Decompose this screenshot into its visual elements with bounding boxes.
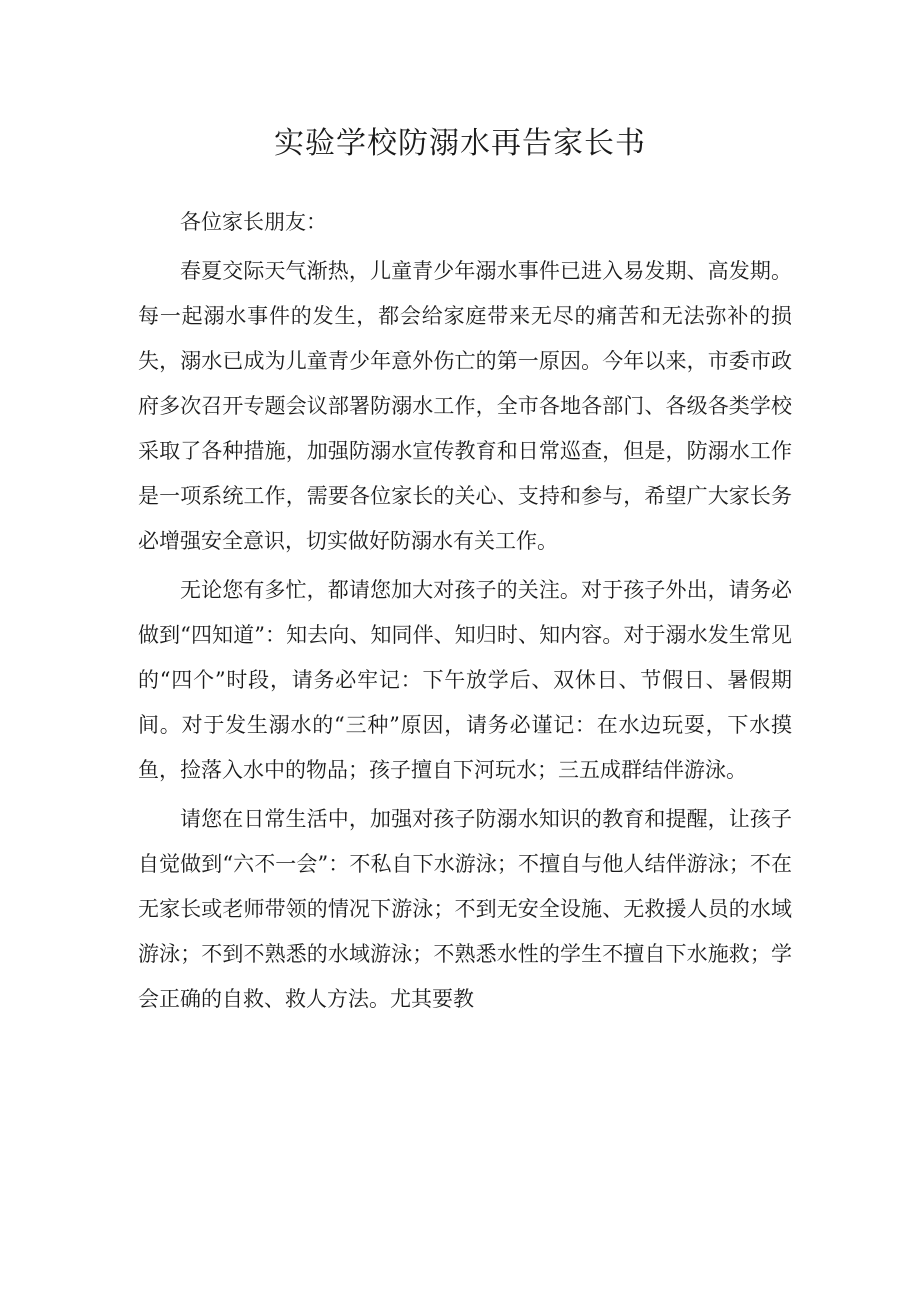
paragraph-2: 无论您有多忙，都请您加大对孩子的关注。对于孩子外出，请务必做到“四知道”：知去向、知同伴、知归时、知内容。对于溺水发生常见的“四个”时段，请务必牢记：下午放学后、双休日、节假日、暑假期间。对于发生溺水的“三种”原因，请务必谨记：在水边玩耍，下水摸鱼，捡落入水中的物品；孩子擅自下河玩水；三五成群结伴游泳。 (138, 578, 792, 782)
greeting-line: 各位家长朋友： (180, 210, 327, 234)
document-body (138, 200, 792, 1026)
paragraph-1: 春夏交际天气渐热，儿童青少年溺水事件已进入易发期、高发期。每一起溺水事件的发生，都会给家庭带来无尽的痛苦和无法弥补的损失，溺水已成为儿童青少年意外伤亡的第一原因。今年以来，市委市政府多次召开专题会议部署防溺水工作，全市各地各部门、各级各类学校采取了各种措施，加强防溺水宣传教育和日常巡查，但是，防溺水工作是一项系统工作，需要各位家长的关心、支持和参与，希望广大家长务必增强安全意识，切实做好防溺水有关工作。 (138, 259, 792, 553)
paragraph-3: 请您在日常生活中，加强对孩子防溺水知识的教育和提醒，让孩子自觉做到“六不一会”：不私自下水游泳；不擅自与他人结伴游泳；不在无家长或老师带领的情况下游泳；不到无安全设施、无救援人员的水域游泳；不到不熟悉的水域游泳；不熟悉水性的学生不擅自下水施救；学会正确的自救、救人方法。尤其要教 (138, 807, 792, 1011)
document-title: 实验学校防溺水再告家长书 (274, 126, 646, 161)
